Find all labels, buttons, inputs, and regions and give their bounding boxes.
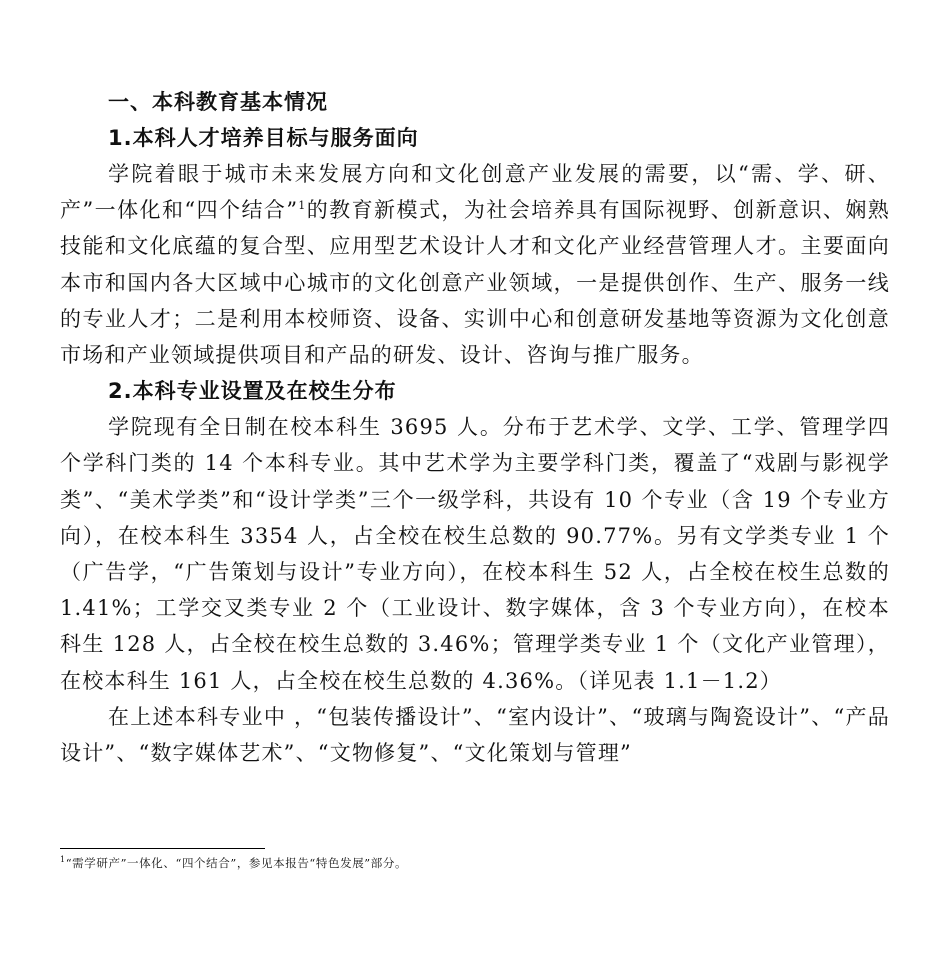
section-title: 一、本科教育基本情况 <box>108 90 328 114</box>
footnote-divider <box>60 848 265 849</box>
subsection-title-1: 1.本科人才培养目标与服务面向 <box>108 126 419 150</box>
paragraph-text: 学院着眼于城市未来发展方向和文化创意产业发展的需要，以“需、学、研、产”一体化和“四个结合” <box>60 162 890 223</box>
footnote <box>60 855 407 871</box>
paragraph-majors: 在上述本科专业中 ，“包装传播设计”、“室内设计”、“玻璃与陶瓷设计”、“产品设计”、“数字媒体艺术”、“文物修复”、“文化策划与管理” <box>60 704 890 766</box>
subsection-title-2: 2.本科专业设置及在校生分布 <box>108 379 397 404</box>
document-body <box>60 84 890 771</box>
paragraph-text: 的教育新模式，为社会培养具有国际视野、创新意识、娴熟技能和文化底蕴的复合型、应用型艺术设计人才和文化产业经营管理人才。主要面向本市和国内各大区域中心城市的文化创意产业领域，一是提供创作、生产、服务一线的专业人才；二是利用本校师资、设备、实训中心和创意研发基地等资源为文化创意市场和产业领域提供项目和产品的研发、设计、咨询与推广服务。 <box>60 198 890 368</box>
footnote-text: “需学研产”一体化、“四个结合”，参见本报告“特色发展”部分。 <box>65 856 408 870</box>
paragraph-training-goals <box>60 156 890 373</box>
paragraph-student-distribution: 学院现有全日制在校本科生 3695 人。分布于艺术学、文学、工学、管理学四个学科门类的 14 个本科专业。其中艺术学为主要学科门类，覆盖了“戏剧与影视学类”、“美术学类”和“设计学类”三个一级学科，共设有 10 个专业（含 19 个专业方向），在校本科生 3354 人，占全校在校生总数的 90.77%。另有文学类专业 1 个（广告学，“广告策划与设计”专业方向），在校本科生 52 人，占全校在校生总数的 1.41%；工学交叉类专业 2 个（工业设计、数字媒体，含 3 个专业方向），在校本科生 128 人，占全校在校生总数的 3.46%；管理学类专业 1 个（文化产业管理），在校本科生 161 人，占全校在校生总数的 4.36%。（详见表 1.1－1.2） <box>60 415 890 693</box>
footnote-reference[interactable]: 1 <box>298 199 307 213</box>
footnote-marker: 1 <box>60 855 66 865</box>
